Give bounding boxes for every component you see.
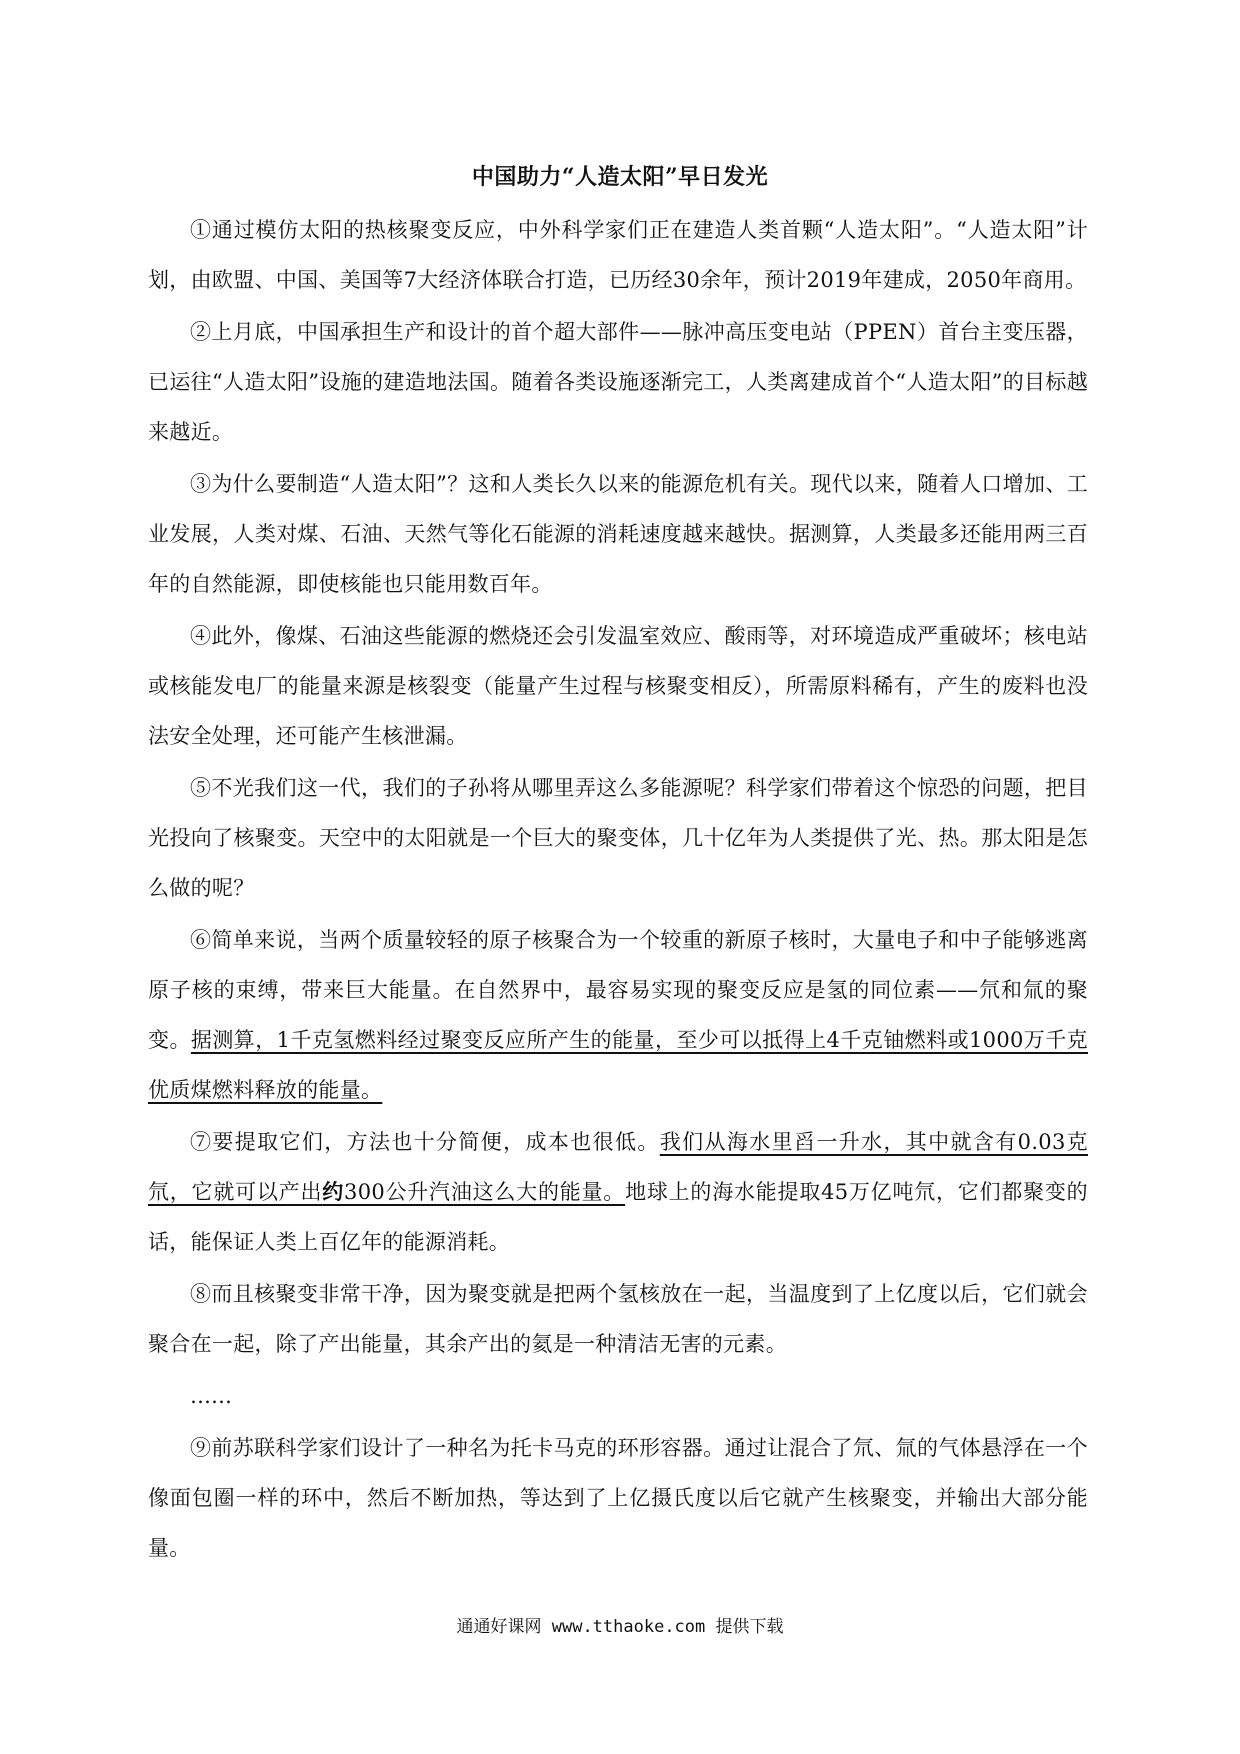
paragraph-7-text-post: 地球上的海水能提取45万亿吨氘，它们都聚变的话，能保证人类上百亿年的能源消耗。 [148,1180,1088,1254]
paragraph-6-text: ⑥简单来说，当两个质量较轻的原子核聚合为一个较重的新原子核时，大量电子和中子能够逃离原子核的束缚，带来巨大能量。在自然界中，最容易实现的聚变反应是氢的同位素——氘和氚的聚变。 [148,928,1088,1052]
paragraph-7-underlined-b: 300公升汽油这么大的能量。 [344,1180,626,1204]
paragraph-4: ④此外，像煤、石油这些能源的燃烧还会引发温室效应、酸雨等，对环境造成严重破坏；核电站或核能发电厂的能量来源是核裂变（能量产生过程与核聚变相反），所需原料稀有，产生的废料也没法安全处理，还可能产生核泄漏。 [148,624,1088,748]
paragraph-7 [148,1117,1088,1267]
ellipsis: …… [190,1384,232,1408]
paragraph-2: ②上月底，中国承担生产和设计的首个超大部件——脉冲高压变电站（PPEN）首台主变压器，已运往“人造太阳”设施的建造地法国。随着各类设施逐渐完工，人类离建成首个“人造太阳”的目标越来越近。 [148,320,1088,444]
paragraph-3: ③为什么要制造“人造太阳”？这和人类长久以来的能源危机有关。现代以来，随着人口增加、工业发展，人类对煤、石油、天然气等化石能源的消耗速度越来越快。据测算，人类最多还能用两三百年的自然能源，即使核能也只能用数百年。 [148,472,1088,596]
paragraph-9: ⑨前苏联科学家们设计了一种名为托卡马克的环形容器。通过让混合了氘、氚的气体悬浮在一个像面包圈一样的环中，然后不断加热，等达到了上亿摄氏度以后它就产生核聚变，并输出大部分能量。 [148,1436,1088,1560]
document-body [148,205,1088,1575]
paragraph-8: ⑧而且核聚变非常干净，因为聚变就是把两个氢核放在一起，当温度到了上亿度以后，它们就会聚合在一起，除了产出能量，其余产出的氦是一种清洁无害的元素。 [148,1282,1088,1356]
paragraph-1: ①通过模仿太阳的热核聚变反应，中外科学家们正在建造人类首颗“人造太阳”。“人造太阳”计划，由欧盟、中国、美国等7大经济体联合打造，已历经30余年，预计2019年建成，2050年商用。 [148,218,1088,292]
paragraph-7-underlined-a: 我们从海水里舀一升水，其中就含有0.03克氘，它就可以产出 [148,1130,1088,1204]
paragraph-5: ⑤不光我们这一代，我们的子孙将从哪里弄这么多能源呢？科学家们带着这个惊恐的问题，把目光投向了核聚变。天空中的太阳就是一个巨大的聚变体，几十亿年为人类提供了光、热。那太阳是怎么做的呢？ [148,776,1088,900]
footer-source: 通通好课网 www.tthaoke.com 提供下载 [456,1617,784,1637]
paragraph-6-underlined: 据测算，1千克氢燃料经过聚变反应所产生的能量，至少可以抵得上4千克铀燃料或1000万千克优质煤燃料释放的能量。 [148,1028,1088,1102]
paragraph-7-underlined-bold: 约 [322,1179,345,1204]
paragraph-6 [148,915,1088,1115]
paragraph-7-text: ⑦要提取它们，方法也十分简便，成本也很低。 [190,1130,660,1154]
document-title: 中国助力“人造太阳”早日发光 [471,164,769,190]
